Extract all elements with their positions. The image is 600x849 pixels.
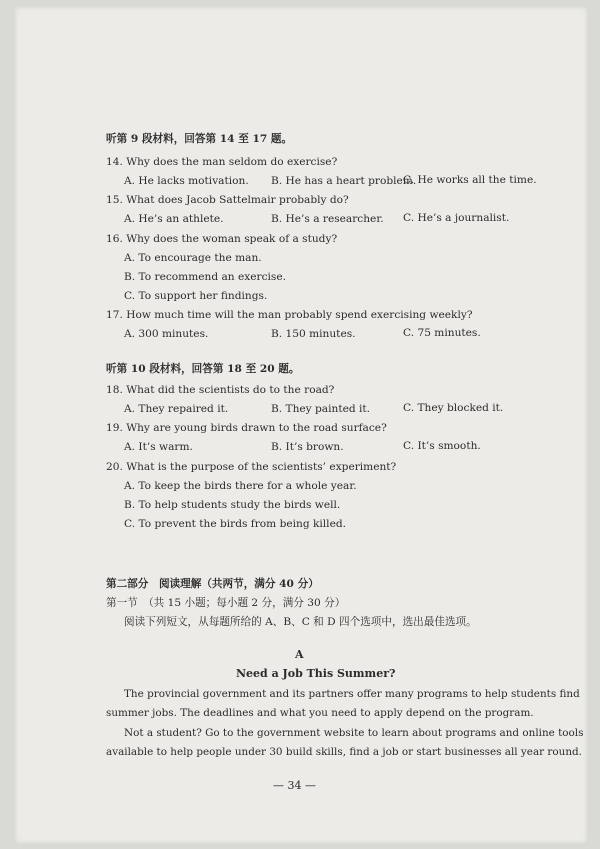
option-20b: B. To help students study the birds well.: [124, 499, 341, 511]
question-15: 15. What does Jacob Sattelmair probably do?: [106, 194, 349, 206]
passage-p1-line1: The provincial government and its partners offer many programs to help students find: [124, 688, 580, 700]
page-number: — 34 —: [273, 779, 316, 792]
passage-title: Need a Job This Summer?: [236, 667, 396, 680]
question-20: 20. What is the purpose of the scientists’ experiment?: [106, 461, 397, 473]
option-14b: B. He has a heart problem.: [271, 175, 417, 187]
exam-page: [14, 6, 588, 844]
passage-letter: A: [295, 648, 304, 661]
question-17: 17. How much time will the man probably spend exercising weekly?: [106, 309, 473, 321]
question-18: 18. What did the scientists do to the road?: [106, 384, 335, 396]
section-heading-para9: 听第 9 段材料，回答第 14 至 17 题。: [106, 133, 293, 145]
option-19a: A. It’s warm.: [124, 441, 193, 453]
option-20c: C. To prevent the birds from being killed.: [124, 518, 346, 530]
option-18b: B. They painted it.: [271, 403, 371, 415]
option-15b: B. He’s a researcher.: [271, 213, 384, 225]
option-16b: B. To recommend an exercise.: [124, 271, 286, 283]
passage-p1-line2: summer jobs. The deadlines and what you need to apply depend on the program.: [106, 707, 534, 719]
option-19b: B. It’s brown.: [271, 441, 344, 453]
option-17a: A. 300 minutes.: [124, 328, 209, 340]
option-20a: A. To keep the birds there for a whole year.: [124, 480, 357, 492]
question-19: 19. Why are young birds drawn to the road surface?: [106, 422, 387, 434]
passage-p2-line2: available to help people under 30 build skills, find a job or start businesses all year round.: [106, 746, 582, 758]
option-16c: C. To support her findings.: [124, 290, 268, 302]
section-heading-para10: 听第 10 段材料，回答第 18 至 20 题。: [106, 363, 300, 375]
option-18a: A. They repaired it.: [124, 403, 229, 415]
option-17b: B. 150 minutes.: [271, 328, 356, 340]
part-two-title: 第二部分 阅读理解（共两节，满分 40 分）: [106, 578, 319, 590]
option-14c: C. He works all the time.: [403, 174, 537, 186]
option-19c: C. It’s smooth.: [403, 440, 481, 452]
option-16a: A. To encourage the man.: [124, 252, 262, 264]
option-15c: C. He’s a journalist.: [403, 212, 510, 224]
option-14a: A. He lacks motivation.: [124, 175, 249, 187]
section-one-title: 第一节 （共 15 小题；每小题 2 分，满分 30 分）: [106, 597, 346, 609]
option-15a: A. He’s an athlete.: [124, 213, 224, 225]
reading-instruction: 阅读下列短文，从每题所给的 A、B、C 和 D 四个选项中，选出最佳选项。: [124, 616, 477, 628]
passage-p2-line1: Not a student? Go to the government website to learn about programs and online tools: [124, 727, 584, 739]
question-16: 16. Why does the woman speak of a study?: [106, 233, 338, 245]
option-18c: C. They blocked it.: [403, 402, 504, 414]
option-17c: C. 75 minutes.: [403, 327, 481, 339]
question-14: 14. Why does the man seldom do exercise?: [106, 156, 338, 168]
